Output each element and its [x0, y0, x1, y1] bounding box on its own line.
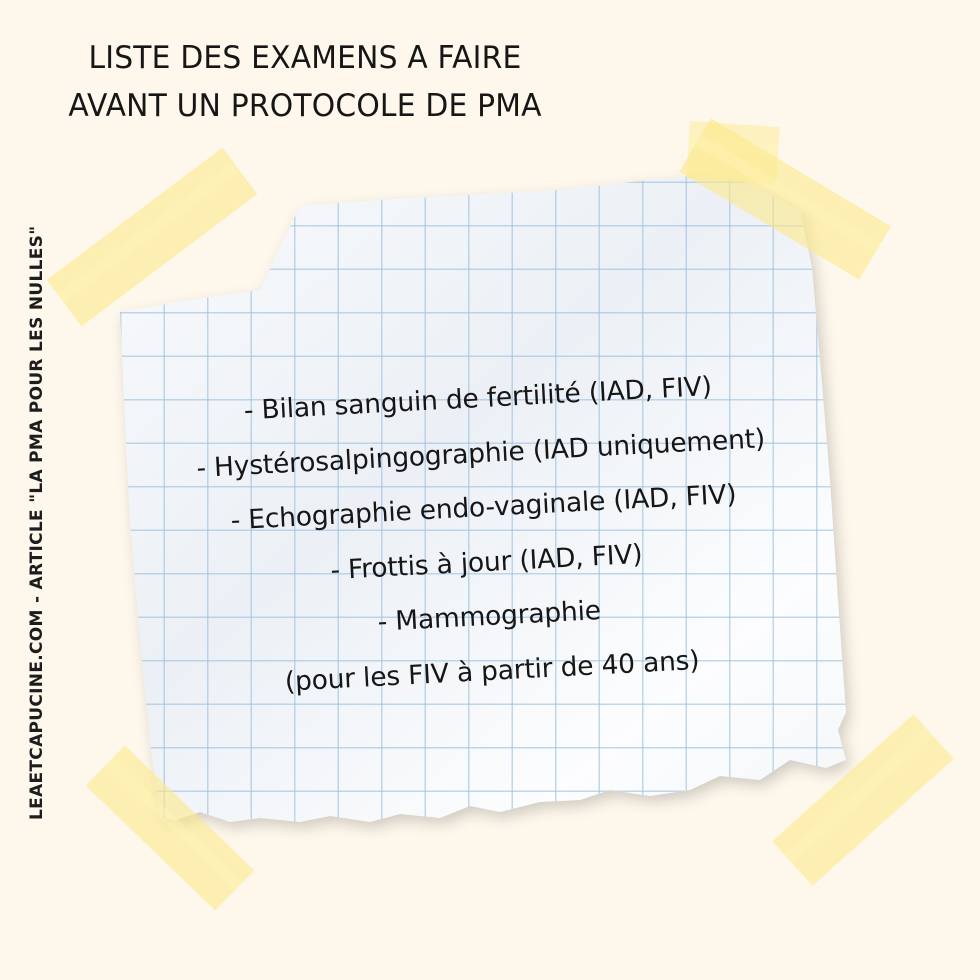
title-line-2: AVANT UN PROTOCOLE DE PMA	[68, 88, 542, 124]
exam-item-note: (pour les FIV à partir de 40 ans)	[284, 644, 701, 698]
exam-item: - Frottis à jour (IAD, FIV)	[329, 538, 644, 586]
exam-item: - Mammographie	[376, 595, 602, 638]
title-line-1: LISTE DES EXAMENS A FAIRE	[88, 40, 522, 76]
exam-item: - Hystérosalpingographie (IAD uniquement)	[195, 422, 766, 484]
exam-list	[132, 354, 838, 717]
side-caption: LEAETCAPUCINE.COM - ARTICLE "LA PMA POUR LES NULLES"	[27, 225, 47, 820]
exam-item: - Echographie endo-vaginale (IAD, FIV)	[229, 478, 738, 537]
exam-item: - Bilan sanguin de fertilité (IAD, FIV)	[243, 370, 713, 427]
